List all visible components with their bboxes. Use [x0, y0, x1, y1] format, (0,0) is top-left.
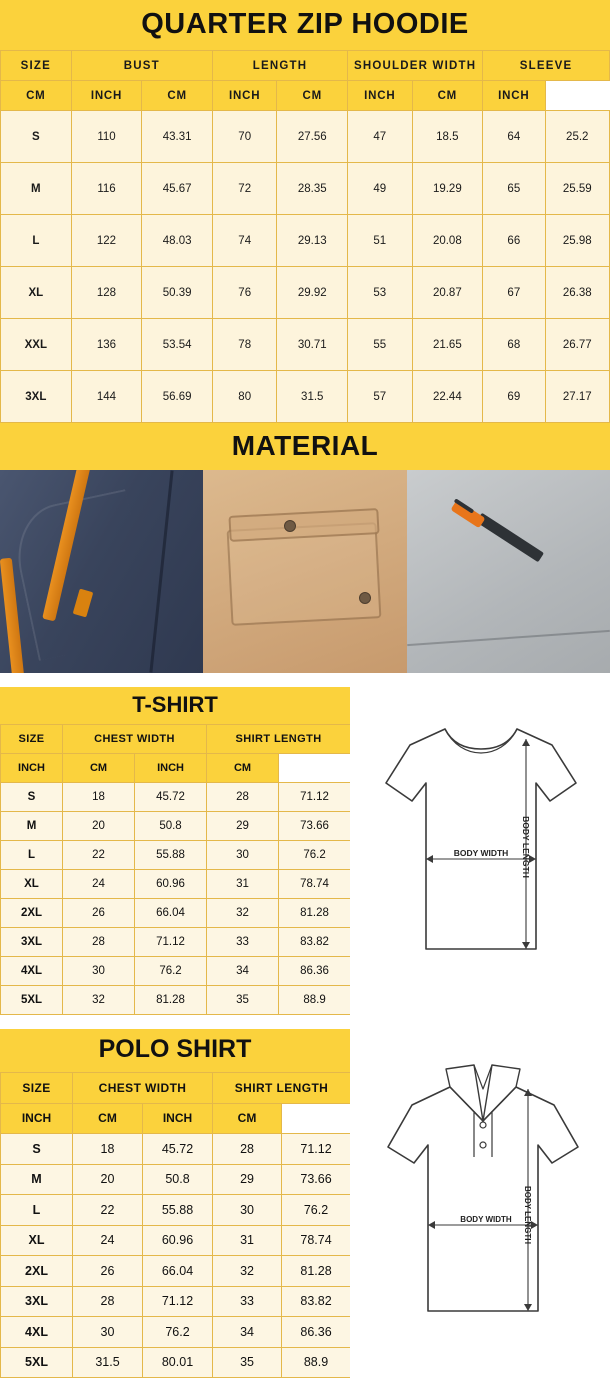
polo-r4-c3: 32	[213, 1256, 282, 1287]
tshirt-body-width-label: BODY WIDTH	[453, 848, 509, 858]
tshirt-r2-c1: 22	[63, 841, 135, 870]
tan-pocket-photo	[203, 470, 406, 673]
polo-unit-3: CM	[213, 1103, 282, 1134]
table-row	[1, 267, 610, 319]
hoodie-r3-size: XL	[1, 267, 72, 319]
tshirt-unit-0: INCH	[1, 754, 63, 783]
hoodie-r2-c5: 51	[348, 215, 412, 267]
table-row	[1, 986, 351, 1015]
hoodie-r3-c6: 20.87	[412, 267, 483, 319]
polo-r2-c4: 76.2	[282, 1195, 351, 1226]
tshirt-r7-c2: 81.28	[135, 986, 207, 1015]
tshirt-r1-c1: 20	[63, 812, 135, 841]
tshirt-r4-c4: 81.28	[279, 899, 351, 928]
hoodie-unit-row	[1, 81, 610, 111]
hoodie-r3-c3: 76	[212, 267, 276, 319]
table-row	[1, 215, 610, 267]
hoodie-r0-c5: 47	[348, 111, 412, 163]
tshirt-r1-c3: 29	[207, 812, 279, 841]
hoodie-r4-c6: 21.65	[412, 319, 483, 371]
hoodie-r1-c5: 49	[348, 163, 412, 215]
navy-drawstring-photo	[0, 470, 203, 673]
hoodie-r1-c2: 45.67	[142, 163, 213, 215]
hoodie-r2-c6: 20.08	[412, 215, 483, 267]
polo-r2-size: L	[1, 1195, 73, 1226]
hoodie-r2-c8: 25.98	[545, 215, 610, 267]
polo-r5-size: 3XL	[1, 1286, 73, 1317]
tshirt-r3-c3: 31	[207, 870, 279, 899]
tshirt-size-table	[0, 724, 351, 1015]
polo-r7-c2: 80.01	[143, 1347, 213, 1378]
table-row	[1, 1195, 351, 1226]
hoodie-header-size: SIZE	[1, 51, 72, 81]
table-row	[1, 111, 610, 163]
tshirt-r3-c4: 78.74	[279, 870, 351, 899]
hoodie-r5-c6: 22.44	[412, 371, 483, 423]
hoodie-r2-c2: 48.03	[142, 215, 213, 267]
tshirt-unit-3: CM	[207, 754, 279, 783]
tshirt-table-wrap	[0, 687, 350, 1015]
tshirt-r0-c3: 28	[207, 783, 279, 812]
tshirt-r2-c2: 55.88	[135, 841, 207, 870]
table-row	[1, 163, 610, 215]
tshirt-r1-c4: 73.66	[279, 812, 351, 841]
hoodie-r2-c7: 66	[483, 215, 545, 267]
tshirt-r5-c1: 28	[63, 928, 135, 957]
hoodie-r4-c8: 26.77	[545, 319, 610, 371]
hoodie-r3-c1: 128	[71, 267, 142, 319]
tshirt-r3-c2: 60.96	[135, 870, 207, 899]
hoodie-r0-c8: 25.2	[545, 111, 610, 163]
tshirt-r4-c1: 26	[63, 899, 135, 928]
tshirt-r6-size: 4XL	[1, 957, 63, 986]
tshirt-unit-row	[1, 754, 351, 783]
hoodie-r0-c3: 70	[212, 111, 276, 163]
tshirt-r2-c3: 30	[207, 841, 279, 870]
tshirt-header-chest: CHEST WIDTH	[63, 725, 207, 754]
tshirt-r5-c2: 71.12	[135, 928, 207, 957]
tshirt-r0-c1: 18	[63, 783, 135, 812]
polo-table-wrap	[0, 1029, 350, 1378]
hoodie-r0-size: S	[1, 111, 72, 163]
hoodie-r2-size: L	[1, 215, 72, 267]
polo-r2-c3: 30	[213, 1195, 282, 1226]
polo-r0-c2: 45.72	[143, 1134, 213, 1165]
polo-r1-c1: 20	[73, 1164, 143, 1195]
tshirt-r2-c4: 76.2	[279, 841, 351, 870]
hoodie-r2-c4: 29.13	[277, 215, 348, 267]
polo-r7-c3: 35	[213, 1347, 282, 1378]
table-row	[1, 783, 351, 812]
tshirt-header-row	[1, 725, 351, 754]
hoodie-r2-c3: 74	[212, 215, 276, 267]
hoodie-r3-c7: 67	[483, 267, 545, 319]
polo-diagram-wrap	[350, 1029, 610, 1378]
polo-r5-c4: 83.82	[282, 1286, 351, 1317]
hoodie-unit-4: CM	[277, 81, 348, 111]
table-row	[1, 1225, 351, 1256]
tshirt-r1-size: M	[1, 812, 63, 841]
polo-r6-size: 4XL	[1, 1317, 73, 1348]
polo-r6-c4: 86.36	[282, 1317, 351, 1348]
table-row	[1, 1164, 351, 1195]
polo-r5-c2: 71.12	[143, 1286, 213, 1317]
polo-r0-size: S	[1, 1134, 73, 1165]
material-section-title: MATERIAL	[0, 423, 610, 470]
hoodie-r4-c5: 55	[348, 319, 412, 371]
hoodie-header-sleeve: SLEEVE	[483, 51, 610, 81]
tshirt-r5-c3: 33	[207, 928, 279, 957]
table-row	[1, 1286, 351, 1317]
polo-r4-size: 2XL	[1, 1256, 73, 1287]
polo-header-chest: CHEST WIDTH	[73, 1073, 213, 1104]
polo-r1-c4: 73.66	[282, 1164, 351, 1195]
tshirt-diagram-icon	[350, 687, 610, 1017]
polo-r1-c2: 50.8	[143, 1164, 213, 1195]
polo-r3-c1: 24	[73, 1225, 143, 1256]
polo-header-size: SIZE	[1, 1073, 73, 1104]
table-row	[1, 1256, 351, 1287]
hoodie-r0-c6: 18.5	[412, 111, 483, 163]
hoodie-r4-c3: 78	[212, 319, 276, 371]
tshirt-r1-c2: 50.8	[135, 812, 207, 841]
polo-r7-c1: 31.5	[73, 1347, 143, 1378]
polo-r0-c3: 28	[213, 1134, 282, 1165]
polo-r3-c2: 60.96	[143, 1225, 213, 1256]
polo-header-length: SHIRT LENGTH	[213, 1073, 351, 1104]
tshirt-r4-c3: 32	[207, 899, 279, 928]
hoodie-r5-size: 3XL	[1, 371, 72, 423]
tshirt-header-size: SIZE	[1, 725, 63, 754]
polo-size-table	[0, 1072, 351, 1378]
hoodie-r1-c3: 72	[212, 163, 276, 215]
grey-pen-photo	[407, 470, 610, 673]
tshirt-section-title: T-SHIRT	[0, 687, 350, 724]
hoodie-r1-c7: 65	[483, 163, 545, 215]
hoodie-r5-c7: 69	[483, 371, 545, 423]
polo-unit-row	[1, 1103, 351, 1134]
polo-r3-size: XL	[1, 1225, 73, 1256]
tshirt-r5-c4: 83.82	[279, 928, 351, 957]
polo-r7-c4: 88.9	[282, 1347, 351, 1378]
hoodie-r5-c4: 31.5	[277, 371, 348, 423]
hoodie-r1-c4: 28.35	[277, 163, 348, 215]
hoodie-unit-5: INCH	[348, 81, 412, 111]
tshirt-r7-c4: 88.9	[279, 986, 351, 1015]
polo-r6-c2: 76.2	[143, 1317, 213, 1348]
hoodie-header-row	[1, 51, 610, 81]
table-row	[1, 870, 351, 899]
table-row	[1, 812, 351, 841]
tshirt-r4-c2: 66.04	[135, 899, 207, 928]
hoodie-unit-3: INCH	[212, 81, 276, 111]
polo-r5-c3: 33	[213, 1286, 282, 1317]
tshirt-r7-c3: 35	[207, 986, 279, 1015]
hoodie-r1-size: M	[1, 163, 72, 215]
hoodie-r3-c4: 29.92	[277, 267, 348, 319]
polo-body-width-label: BODY WIDTH	[460, 1215, 512, 1224]
polo-r1-size: M	[1, 1164, 73, 1195]
polo-r3-c3: 31	[213, 1225, 282, 1256]
hoodie-unit-1: INCH	[71, 81, 142, 111]
table-row	[1, 1347, 351, 1378]
tshirt-unit-1: CM	[63, 754, 135, 783]
polo-r0-c1: 18	[73, 1134, 143, 1165]
table-row	[1, 957, 351, 986]
polo-r2-c2: 55.88	[143, 1195, 213, 1226]
hoodie-r0-c7: 64	[483, 111, 545, 163]
tshirt-r7-c1: 32	[63, 986, 135, 1015]
tshirt-r2-size: L	[1, 841, 63, 870]
hoodie-r0-c2: 43.31	[142, 111, 213, 163]
tshirt-unit-2: INCH	[135, 754, 207, 783]
polo-unit-2: INCH	[143, 1103, 213, 1134]
hoodie-section-title: QUARTER ZIP HOODIE	[0, 0, 610, 50]
polo-r6-c3: 34	[213, 1317, 282, 1348]
tshirt-r5-size: 3XL	[1, 928, 63, 957]
tshirt-section	[0, 687, 610, 1015]
hoodie-r4-c4: 30.71	[277, 319, 348, 371]
hoodie-r5-c3: 80	[212, 371, 276, 423]
hoodie-r3-c8: 26.38	[545, 267, 610, 319]
polo-r7-size: 5XL	[1, 1347, 73, 1378]
polo-unit-1: CM	[73, 1103, 143, 1134]
tshirt-r6-c3: 34	[207, 957, 279, 986]
table-row	[1, 899, 351, 928]
polo-section	[0, 1029, 610, 1378]
polo-r4-c1: 26	[73, 1256, 143, 1287]
tshirt-r0-c2: 45.72	[135, 783, 207, 812]
polo-diagram-icon	[350, 1029, 610, 1349]
hoodie-r5-c5: 57	[348, 371, 412, 423]
polo-r3-c4: 78.74	[282, 1225, 351, 1256]
tshirt-body-length-label: BODY LENGTH	[521, 816, 531, 878]
spacer	[0, 673, 610, 687]
hoodie-r1-c1: 116	[71, 163, 142, 215]
tshirt-r3-c1: 24	[63, 870, 135, 899]
hoodie-unit-7: INCH	[483, 81, 545, 111]
hoodie-r4-size: XXL	[1, 319, 72, 371]
hoodie-header-bust: BUST	[71, 51, 212, 81]
polo-section-title: POLO SHIRT	[0, 1029, 350, 1072]
hoodie-size-table	[0, 50, 610, 423]
table-row	[1, 928, 351, 957]
tshirt-r4-size: 2XL	[1, 899, 63, 928]
spacer	[0, 1015, 610, 1029]
hoodie-r0-c1: 110	[71, 111, 142, 163]
polo-r2-c1: 22	[73, 1195, 143, 1226]
hoodie-header-shoulder: SHOULDER WIDTH	[348, 51, 483, 81]
hoodie-r4-c1: 136	[71, 319, 142, 371]
material-photo-row	[0, 470, 610, 673]
polo-r4-c2: 66.04	[143, 1256, 213, 1287]
hoodie-header-length: LENGTH	[212, 51, 347, 81]
tshirt-r0-c4: 71.12	[279, 783, 351, 812]
hoodie-r3-c2: 50.39	[142, 267, 213, 319]
polo-r4-c4: 81.28	[282, 1256, 351, 1287]
tshirt-r3-size: XL	[1, 870, 63, 899]
tshirt-r0-size: S	[1, 783, 63, 812]
hoodie-unit-6: CM	[412, 81, 483, 111]
polo-body-length-label: BODY LENGTH	[523, 1185, 532, 1245]
polo-header-row	[1, 1073, 351, 1104]
table-row	[1, 1134, 351, 1165]
tshirt-r6-c1: 30	[63, 957, 135, 986]
hoodie-r2-c1: 122	[71, 215, 142, 267]
polo-r5-c1: 28	[73, 1286, 143, 1317]
hoodie-r4-c2: 53.54	[142, 319, 213, 371]
hoodie-r5-c1: 144	[71, 371, 142, 423]
tshirt-r6-c2: 76.2	[135, 957, 207, 986]
hoodie-r1-c8: 25.59	[545, 163, 610, 215]
hoodie-r1-c6: 19.29	[412, 163, 483, 215]
hoodie-unit-2: CM	[142, 81, 213, 111]
hoodie-unit-0: CM	[1, 81, 72, 111]
tshirt-header-length: SHIRT LENGTH	[207, 725, 351, 754]
table-row	[1, 371, 610, 423]
hoodie-r0-c4: 27.56	[277, 111, 348, 163]
table-row	[1, 841, 351, 870]
hoodie-r5-c2: 56.69	[142, 371, 213, 423]
polo-r1-c3: 29	[213, 1164, 282, 1195]
polo-r6-c1: 30	[73, 1317, 143, 1348]
table-row	[1, 319, 610, 371]
polo-unit-0: INCH	[1, 1103, 73, 1134]
tshirt-r7-size: 5XL	[1, 986, 63, 1015]
hoodie-r3-c5: 53	[348, 267, 412, 319]
hoodie-r4-c7: 68	[483, 319, 545, 371]
polo-r0-c4: 71.12	[282, 1134, 351, 1165]
tshirt-diagram-wrap	[350, 687, 610, 1015]
table-row	[1, 1317, 351, 1348]
tshirt-r6-c4: 86.36	[279, 957, 351, 986]
hoodie-r5-c8: 27.17	[545, 371, 610, 423]
